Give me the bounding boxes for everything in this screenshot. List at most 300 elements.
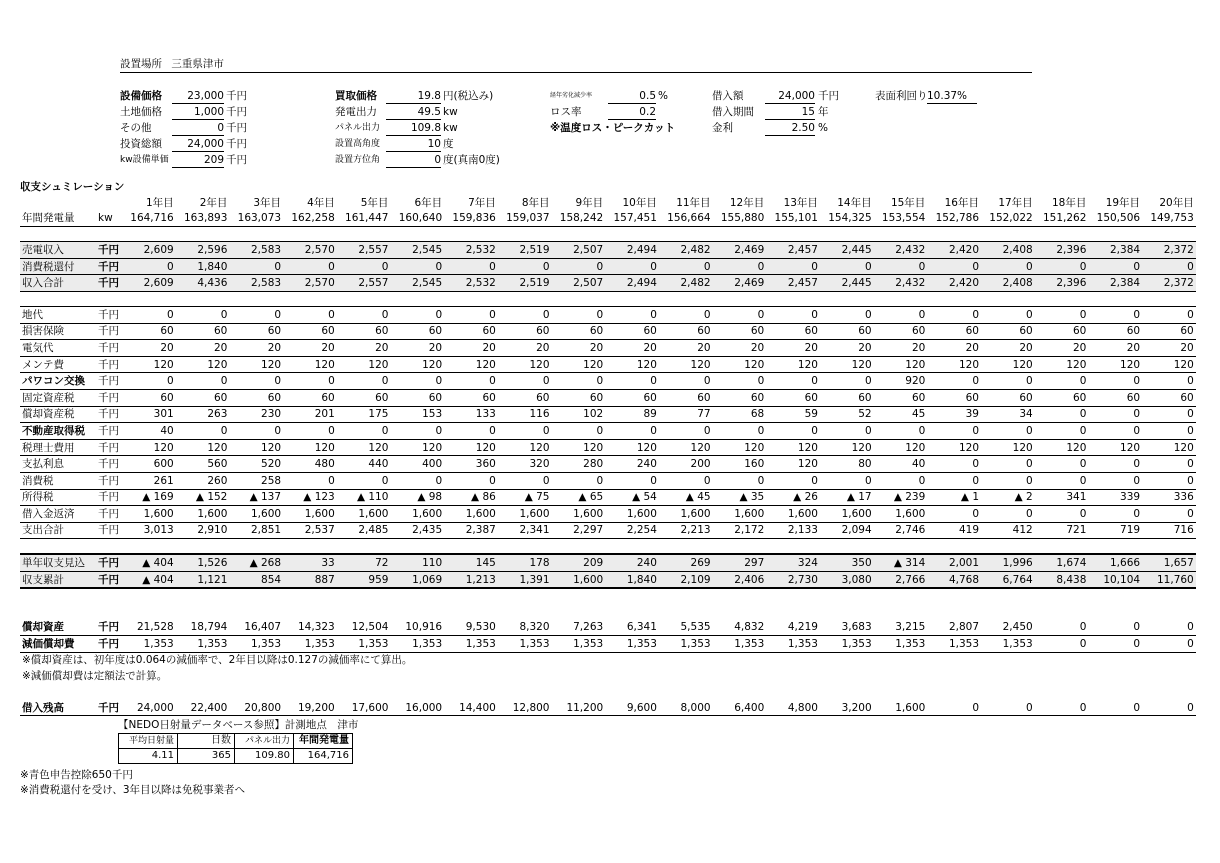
cell: 2,557 [337,242,391,259]
cell: 1,600 [713,506,767,523]
row-label: 借入残高 [20,700,96,716]
cell: 0 [1088,306,1142,323]
cell: 16,407 [229,619,283,635]
cell: 11,200 [552,700,606,716]
cell: 20 [981,340,1035,357]
cell: 230 [229,406,283,423]
param-value: 0 [172,121,224,136]
note-row [20,652,1196,668]
cell: 60 [444,323,498,340]
cell: 2,507 [552,275,606,292]
cell: 120 [1088,439,1142,456]
cell: 0 [820,373,874,390]
cell: 20 [605,340,659,357]
expense-row [20,506,1196,523]
cell: 887 [283,571,337,588]
cell: 163,893 [176,211,230,227]
cell: 0 [444,373,498,390]
cell: 60 [552,389,606,406]
yield-label: 表面利回り [875,90,928,102]
cell: 600 [122,456,176,473]
loan-row [20,700,1196,716]
cell: 0 [981,258,1035,275]
cell: 2,457 [766,242,820,259]
cell: 0 [390,258,444,275]
cell: 0 [820,472,874,489]
income-row [20,258,1196,275]
cell: 20 [176,340,230,357]
cell: 0 [1035,700,1089,716]
cell: 0 [229,423,283,440]
generation-row [20,211,1196,227]
cell: 1,600 [766,506,820,523]
cell: 10,104 [1088,571,1142,588]
row-unit: 千円 [96,356,122,373]
cell: 60 [766,389,820,406]
cell: 2,532 [444,275,498,292]
cell: 1,600 [552,506,606,523]
cell: 0 [1088,619,1142,635]
cell: 1,600 [552,571,606,588]
cell: 0 [176,373,230,390]
cell: 336 [1142,489,1196,506]
cell: 60 [552,323,606,340]
cell: 20 [337,340,391,357]
param-label: 金利 [712,122,733,134]
cell: 2,519 [498,242,552,259]
cell: 1,840 [176,258,230,275]
cell: 120 [874,356,928,373]
cell: 60 [122,323,176,340]
nedo-header: 年間発電量 [294,734,353,749]
cell: 4,800 [766,700,820,716]
cell: 120 [659,439,713,456]
param-label: パネル出力 [335,123,381,133]
cell: 60 [659,389,713,406]
row-unit: 千円 [96,619,122,635]
cell: 39 [927,406,981,423]
row-label: 売電収入 [20,242,96,259]
cell: 0 [283,423,337,440]
cell: 0 [552,472,606,489]
spacer [20,539,1196,555]
param-label: kw設備単価 [120,155,169,165]
cell: 163,073 [229,211,283,227]
cell: 8年目 [521,196,550,209]
cell: 16,000 [390,700,444,716]
cell: 1,353 [498,636,552,653]
cell: 2,807 [927,619,981,635]
cell: 0 [1142,306,1196,323]
cell: 149,753 [1142,211,1196,227]
cell: 156,664 [659,211,713,227]
cell: 0 [713,472,767,489]
cell: 419 [927,522,981,539]
cell: 60 [498,389,552,406]
cell: 0 [820,258,874,275]
cell: 10年目 [622,196,657,209]
cell: 0 [1088,406,1142,423]
cell: 2,372 [1142,275,1196,292]
cell: 1,600 [659,506,713,523]
years-row [20,195,1196,211]
cell: 0 [552,423,606,440]
row-label: 税理士費用 [20,439,96,456]
depreciation-row [20,636,1196,653]
cell: 0 [229,258,283,275]
param-value: 209 [172,153,224,168]
cell: 0 [1035,423,1089,440]
cell: 6,764 [981,571,1035,588]
cell: 5,535 [659,619,713,635]
row-unit: 千円 [96,571,122,588]
cell: 1,353 [659,636,713,653]
cell: 0 [498,306,552,323]
cell: 0 [390,373,444,390]
row-unit: 千円 [96,472,122,489]
simulation-table [20,195,1196,716]
cell: 120 [337,356,391,373]
cell: 0 [1142,636,1196,653]
cell: 7,263 [552,619,606,635]
cell: 0 [498,472,552,489]
param-label: その他 [120,122,152,134]
cell: 160 [713,456,767,473]
cell: 2,384 [1088,242,1142,259]
nedo-table [118,733,353,764]
cell: 0 [1142,373,1196,390]
cell: 120 [927,439,981,456]
cell: 1,353 [927,636,981,653]
cell: 60 [229,323,283,340]
cell: 0 [122,373,176,390]
cell: 0 [122,258,176,275]
param-unit: 千円 [226,154,247,166]
cell: 0 [390,472,444,489]
cell: 120 [122,356,176,373]
cell: 12年目 [729,196,765,209]
cell: 719 [1088,522,1142,539]
cell: 120 [820,356,874,373]
cell: 2,609 [122,275,176,292]
cell: 350 [820,554,874,571]
cell: 2,001 [927,554,981,571]
cell: 14,400 [444,700,498,716]
row-unit: 千円 [96,439,122,456]
spacer [20,588,1196,619]
cell: 2,609 [122,242,176,259]
cell: 3,200 [820,700,874,716]
cell: 120 [1035,439,1089,456]
cell: 0 [229,373,283,390]
cell: 0 [927,258,981,275]
cell: 260 [176,472,230,489]
cell: 33 [283,554,337,571]
row-unit: 千円 [96,554,122,571]
cell: 0 [283,373,337,390]
param-label: ※温度ロス・ピークカット [550,122,676,134]
cell: 4,219 [766,619,820,635]
cell: 110 [390,554,444,571]
cell: 0 [1088,373,1142,390]
cell: 120 [552,356,606,373]
cell: 3,215 [874,619,928,635]
cell: 2,435 [390,522,444,539]
param-value: 0 [386,153,441,168]
cell: 60 [1142,323,1196,340]
row-unit: 千円 [96,700,122,716]
cell: ▲ 110 [337,489,391,506]
cell: 1,353 [766,636,820,653]
param-unit: % [658,90,668,102]
cell: 0 [1142,423,1196,440]
cell: 155,101 [766,211,820,227]
cell: 60 [1142,389,1196,406]
cell: 0 [927,506,981,523]
cell: 60 [498,323,552,340]
cell: 0 [713,373,767,390]
row-label: パワコン交換 [20,373,96,390]
cell: 60 [820,323,874,340]
cell: 11,760 [1142,571,1196,588]
cell: 20 [820,340,874,357]
cell: 2,545 [390,275,444,292]
cell: 7年目 [468,196,496,209]
nedo-value: 4.11 [119,749,178,764]
cell: 0 [713,423,767,440]
balance-row [20,571,1196,588]
cell: 20,800 [229,700,283,716]
cell: 153,554 [874,211,928,227]
cell: 2,450 [981,619,1035,635]
cell: 11年目 [676,196,711,209]
footnote-1: ※青色申告控除650千円 [20,769,133,781]
cell: 19年目 [1105,196,1141,209]
cell: 15年目 [890,196,926,209]
cell: 120 [337,439,391,456]
cell: 2,519 [498,275,552,292]
cell: 164,716 [122,211,176,227]
cell: 60 [444,389,498,406]
cell: 1,600 [283,506,337,523]
cell: 6年目 [414,196,443,209]
cell: 2,596 [176,242,230,259]
cell: 20 [552,340,606,357]
cell: 0 [337,258,391,275]
expense-row [20,489,1196,506]
param-label: 発電出力 [335,106,377,118]
param-label: 借入期間 [712,106,754,118]
cell: 0 [874,306,928,323]
nedo-value: 365 [178,749,235,764]
cell: 0 [659,373,713,390]
param-value: 49.5 [386,105,441,120]
cell: 0 [337,423,391,440]
cell: 339 [1088,489,1142,506]
cell: 0 [1088,472,1142,489]
cell: 0 [659,306,713,323]
cell: 120 [1142,439,1196,456]
row-label: 不動産取得税 [20,423,96,440]
nedo-value: 164,716 [294,749,353,764]
row-unit: 千円 [96,242,122,259]
nedo-header-row [119,734,353,749]
cell: 162,258 [283,211,337,227]
cell: 0 [390,306,444,323]
param-label: 買取価格 [335,90,377,102]
expense-row [20,522,1196,539]
cell: 1年目 [146,196,174,209]
cell: 2,396 [1035,242,1089,259]
cell: 0 [1035,619,1089,635]
cell: 120 [713,356,767,373]
row-label: 単年収支見込 [20,554,96,571]
cell: 120 [122,439,176,456]
row-unit: 千円 [96,636,122,653]
cell: 20 [283,340,337,357]
cell: 0 [1142,456,1196,473]
cell: 0 [337,472,391,489]
cell: 1,353 [713,636,767,653]
cell: 0 [981,700,1035,716]
cell: 116 [498,406,552,423]
row-label: 所得税 [20,489,96,506]
cell: 0 [766,423,820,440]
cell: 145 [444,554,498,571]
location-row [120,57,1032,73]
spacer-row [20,227,1196,242]
cell: 0 [1035,406,1089,423]
cell: 68 [713,406,767,423]
cell: 120 [444,356,498,373]
cell: 60 [713,323,767,340]
cell: 2,746 [874,522,928,539]
cell: 520 [229,456,283,473]
cell: 60 [820,389,874,406]
cell: ▲ 65 [552,489,606,506]
cell: 1,600 [874,700,928,716]
cell: 301 [122,406,176,423]
cell: 20 [659,340,713,357]
cell: 120 [283,356,337,373]
cell: 120 [766,356,820,373]
cell: 2,432 [874,275,928,292]
cell: ▲ 54 [605,489,659,506]
cell: 19,200 [283,700,337,716]
cell: 0 [659,472,713,489]
cell: 120 [390,439,444,456]
cell: 151,262 [1035,211,1089,227]
cell: 2,408 [981,242,1035,259]
cell: 4,832 [713,619,767,635]
cell: 1,213 [444,571,498,588]
spacer-row [20,291,1196,306]
cell: 0 [283,472,337,489]
cell: 0 [874,258,928,275]
cell: 8,320 [498,619,552,635]
cell: 324 [766,554,820,571]
cell: 1,600 [122,506,176,523]
row-unit: 千円 [96,275,122,292]
cell: 20 [766,340,820,357]
row-label: メンテ費 [20,356,96,373]
param-value: 0.2 [608,105,656,120]
cell: ▲ 314 [874,554,928,571]
row-label [20,195,96,211]
cell: 9,530 [444,619,498,635]
cell: 1,353 [605,636,659,653]
cell: 2,133 [766,522,820,539]
cell: 40 [122,423,176,440]
cell: 60 [874,389,928,406]
cell: 0 [981,506,1035,523]
row-unit: 千円 [96,489,122,506]
cell: 201 [283,406,337,423]
nedo-header: パネル出力 [235,734,294,749]
cell: 0 [766,472,820,489]
row-unit: 千円 [96,506,122,523]
cell: 2,730 [766,571,820,588]
expense-row [20,389,1196,406]
cell: 6,400 [713,700,767,716]
cell: 240 [605,554,659,571]
cell: 150,506 [1088,211,1142,227]
cell: 0 [927,456,981,473]
cell: 0 [981,472,1035,489]
cell: 1,600 [229,506,283,523]
param-unit: kw [443,106,458,118]
param-value: 24,000 [765,89,815,104]
cell: 2年目 [199,196,228,209]
cell: 154,325 [820,211,874,227]
cell: ▲ 86 [444,489,498,506]
cell: 2,213 [659,522,713,539]
cell: 2,420 [927,275,981,292]
cell: 5年目 [360,196,389,209]
cell: 52 [820,406,874,423]
cell: 120 [605,439,659,456]
cell: 60 [390,323,444,340]
cell: 120 [605,356,659,373]
row-label: 支払利息 [20,456,96,473]
cell: ▲ 123 [283,489,337,506]
cell: 2,420 [927,242,981,259]
cell: 17年目 [998,196,1033,209]
row-label: 借入金返済 [20,506,96,523]
cell: 0 [176,306,230,323]
cell: ▲ 75 [498,489,552,506]
cell: 0 [1035,636,1089,653]
cell: 20 [927,340,981,357]
cell: 77 [659,406,713,423]
row-label: 年間発電量 [20,211,96,227]
cell: 1,840 [605,571,659,588]
cell: 120 [229,439,283,456]
param-value: 24,000 [172,137,224,152]
cell: 2,482 [659,242,713,259]
cell: 1,069 [390,571,444,588]
cell: 0 [552,258,606,275]
cell: 45 [874,406,928,423]
row-label: 損害保険 [20,323,96,340]
param-unit: % [818,122,828,134]
cell: 120 [713,439,767,456]
cell: 3,013 [122,522,176,539]
cell: 18年目 [1052,196,1087,209]
cell: 60 [122,389,176,406]
cell: 0 [766,306,820,323]
expense-row [20,439,1196,456]
